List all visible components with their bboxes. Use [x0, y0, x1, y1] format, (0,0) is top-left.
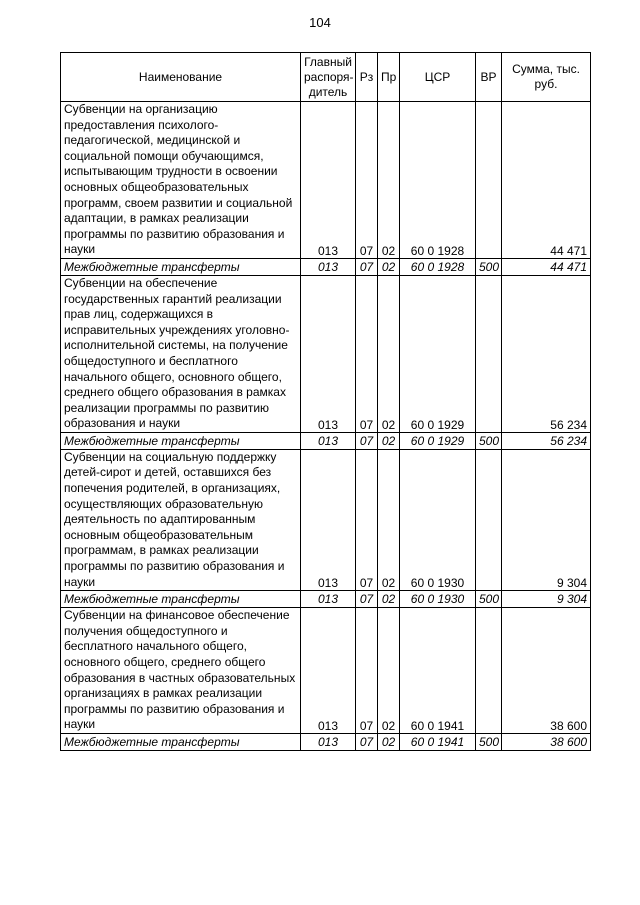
header-manager: Главный распоря-дитель [301, 53, 356, 102]
subrow-manager: 013 [301, 432, 356, 449]
subrow-name: Межбюджетные трансферты [61, 432, 301, 449]
table-row [61, 608, 591, 734]
row-sum: 44 471 [502, 102, 591, 259]
subrow-csr: 60 0 1929 [400, 432, 476, 449]
table-header-row [61, 53, 591, 102]
table-subrow [61, 432, 591, 449]
row-vr [476, 102, 502, 259]
subrow-sum: 56 234 [502, 432, 591, 449]
row-pr: 02 [378, 449, 400, 590]
row-sum: 56 234 [502, 275, 591, 432]
subrow-csr: 60 0 1928 [400, 258, 476, 275]
header-pr: Пр [378, 53, 400, 102]
header-vr: ВР [476, 53, 502, 102]
table-row [61, 102, 591, 259]
row-name: Субвенции на организацию предоставления психолого-педагогической, медицинской и социальной помощи обучающимся, испытывающим трудности в освоении основных общеобразовательных программ, своем развитии и социальной адаптации, в рамках реализации программы по развитию образования и науки [61, 102, 301, 259]
subrow-vr: 500 [476, 432, 502, 449]
subrow-name: Межбюджетные трансферты [61, 591, 301, 608]
subrow-sum: 38 600 [502, 733, 591, 750]
subrow-vr: 500 [476, 258, 502, 275]
row-csr: 60 0 1941 [400, 608, 476, 734]
subrow-rz: 07 [356, 258, 378, 275]
row-pr: 02 [378, 275, 400, 432]
subrow-pr: 02 [378, 733, 400, 750]
subrow-sum: 9 304 [502, 591, 591, 608]
row-name: Субвенции на социальную поддержку детей-сирот и детей, оставшихся без попечения родителей, в организациях, осуществляющих образовательную деятельность по адаптированным основным общеобразовательным программам, в рамках реализации программы по развитию образования и науки [61, 449, 301, 590]
header-csr: ЦСР [400, 53, 476, 102]
subrow-rz: 07 [356, 591, 378, 608]
row-manager: 013 [301, 102, 356, 259]
table-row [61, 449, 591, 590]
subrow-rz: 07 [356, 432, 378, 449]
subrow-vr: 500 [476, 733, 502, 750]
subrow-rz: 07 [356, 733, 378, 750]
row-vr [476, 449, 502, 590]
subrow-pr: 02 [378, 432, 400, 449]
row-sum: 38 600 [502, 608, 591, 734]
row-csr: 60 0 1928 [400, 102, 476, 259]
row-sum: 9 304 [502, 449, 591, 590]
row-name: Субвенции на обеспечение государственных гарантий реализации прав лиц, содержащихся в исправительных учреждениях уголовно-исполнительной системы, на получение общедоступного и бесплатного начального общего, основного общего, среднего общего образования в рамках реализации программы по развитию образования и науки [61, 275, 301, 432]
table-subrow [61, 258, 591, 275]
header-rz: Рз [356, 53, 378, 102]
row-pr: 02 [378, 608, 400, 734]
table-subrow [61, 733, 591, 750]
header-sum: Сумма, тыс. руб. [502, 53, 591, 102]
row-pr: 02 [378, 102, 400, 259]
subrow-sum: 44 471 [502, 258, 591, 275]
row-manager: 013 [301, 449, 356, 590]
subrow-name: Межбюджетные трансферты [61, 733, 301, 750]
row-manager: 013 [301, 275, 356, 432]
subrow-pr: 02 [378, 258, 400, 275]
row-rz: 07 [356, 608, 378, 734]
row-rz: 07 [356, 275, 378, 432]
subrow-manager: 013 [301, 591, 356, 608]
row-vr [476, 608, 502, 734]
table-row [61, 275, 591, 432]
header-name: Наименование [61, 53, 301, 102]
budget-table [60, 52, 591, 751]
row-manager: 013 [301, 608, 356, 734]
subrow-manager: 013 [301, 733, 356, 750]
subrow-csr: 60 0 1930 [400, 591, 476, 608]
page-number: 104 [309, 15, 331, 30]
subrow-name: Межбюджетные трансферты [61, 258, 301, 275]
row-vr [476, 275, 502, 432]
table-subrow [61, 591, 591, 608]
subrow-pr: 02 [378, 591, 400, 608]
subrow-vr: 500 [476, 591, 502, 608]
row-name: Субвенции на финансовое обеспечение получения общедоступного и бесплатного начального общего, основного общего, среднего общего образования в частных образовательных организациях в рамках реализации программы по развитию образования и науки [61, 608, 301, 734]
row-rz: 07 [356, 449, 378, 590]
row-csr: 60 0 1929 [400, 275, 476, 432]
subrow-manager: 013 [301, 258, 356, 275]
row-rz: 07 [356, 102, 378, 259]
subrow-csr: 60 0 1941 [400, 733, 476, 750]
row-csr: 60 0 1930 [400, 449, 476, 590]
